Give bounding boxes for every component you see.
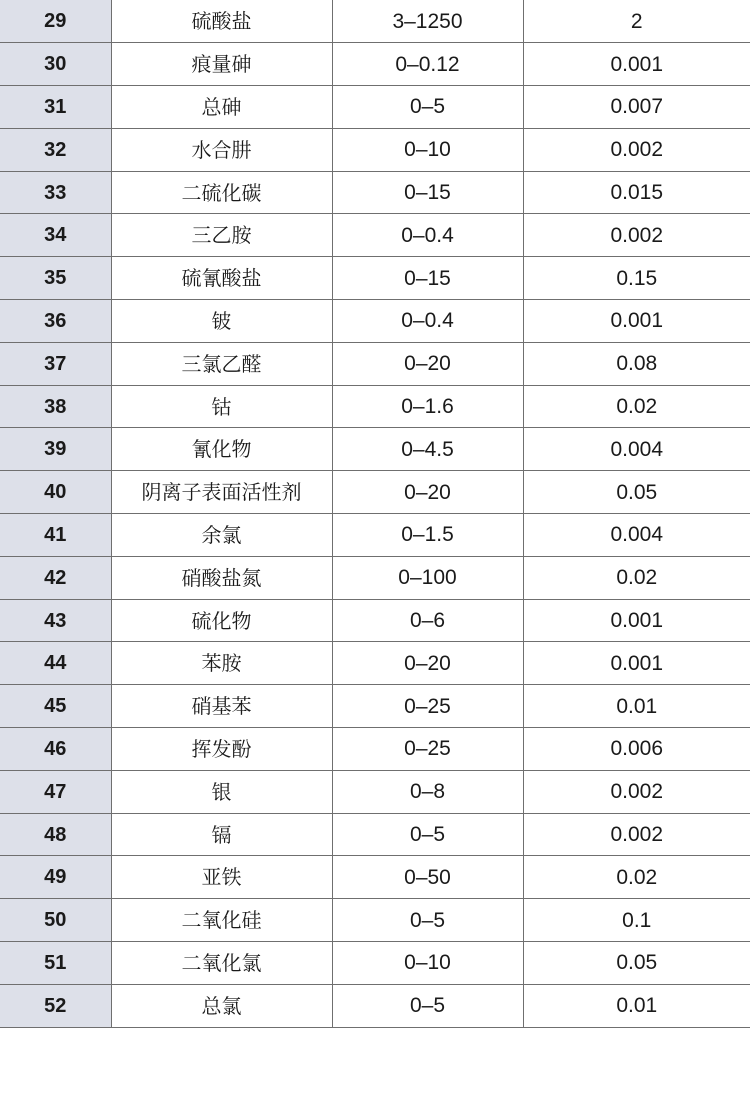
row-number-cell: 49 bbox=[0, 856, 111, 899]
measuring-range-cell: 0–10 bbox=[332, 128, 523, 171]
table-row bbox=[0, 599, 750, 642]
detection-limit-cell: 0.02 bbox=[523, 556, 750, 599]
item-name-cell: 二氧化硅 bbox=[111, 899, 332, 942]
table-row bbox=[0, 342, 750, 385]
detection-limit-cell: 0.001 bbox=[523, 599, 750, 642]
detection-limit-cell: 0.02 bbox=[523, 856, 750, 899]
table-row bbox=[0, 385, 750, 428]
table-row bbox=[0, 471, 750, 514]
detection-limit-cell: 2 bbox=[523, 0, 750, 43]
detection-limit-cell: 0.015 bbox=[523, 171, 750, 214]
measuring-range-cell: 0–6 bbox=[332, 599, 523, 642]
detection-limit-cell: 0.001 bbox=[523, 43, 750, 86]
detection-limit-cell: 0.1 bbox=[523, 899, 750, 942]
table-row bbox=[0, 214, 750, 257]
row-number-cell: 36 bbox=[0, 300, 111, 343]
row-number-cell: 34 bbox=[0, 214, 111, 257]
detection-limit-cell: 0.001 bbox=[523, 642, 750, 685]
row-number-cell: 50 bbox=[0, 899, 111, 942]
item-name-cell: 二硫化碳 bbox=[111, 171, 332, 214]
detection-limit-cell: 0.007 bbox=[523, 86, 750, 129]
row-number-cell: 39 bbox=[0, 428, 111, 471]
item-name-cell: 硫化物 bbox=[111, 599, 332, 642]
item-name-cell: 三乙胺 bbox=[111, 214, 332, 257]
detection-limit-cell: 0.08 bbox=[523, 342, 750, 385]
row-number-cell: 46 bbox=[0, 728, 111, 771]
measuring-range-cell: 0–5 bbox=[332, 86, 523, 129]
item-name-cell: 水合肼 bbox=[111, 128, 332, 171]
table-row bbox=[0, 428, 750, 471]
row-number-cell: 51 bbox=[0, 942, 111, 985]
detection-limit-cell: 0.15 bbox=[523, 257, 750, 300]
detection-limit-cell: 0.02 bbox=[523, 385, 750, 428]
item-name-cell: 总砷 bbox=[111, 86, 332, 129]
item-name-cell: 总氯 bbox=[111, 984, 332, 1027]
measuring-range-cell: 0–20 bbox=[332, 642, 523, 685]
detection-limit-cell: 0.004 bbox=[523, 428, 750, 471]
detection-limit-cell: 0.002 bbox=[523, 813, 750, 856]
row-number-cell: 47 bbox=[0, 770, 111, 813]
measuring-range-cell: 0–20 bbox=[332, 342, 523, 385]
table-row bbox=[0, 300, 750, 343]
table-row bbox=[0, 813, 750, 856]
row-number-cell: 45 bbox=[0, 685, 111, 728]
detection-limit-cell: 0.001 bbox=[523, 300, 750, 343]
table-row bbox=[0, 728, 750, 771]
row-number-cell: 52 bbox=[0, 984, 111, 1027]
item-name-cell: 硝酸盐氮 bbox=[111, 556, 332, 599]
row-number-cell: 30 bbox=[0, 43, 111, 86]
measuring-range-cell: 0–10 bbox=[332, 942, 523, 985]
table-row bbox=[0, 899, 750, 942]
row-number-cell: 35 bbox=[0, 257, 111, 300]
measuring-range-cell: 0–5 bbox=[332, 813, 523, 856]
item-name-cell: 硫氰酸盐 bbox=[111, 257, 332, 300]
detection-limit-cell: 0.01 bbox=[523, 685, 750, 728]
table-row bbox=[0, 856, 750, 899]
table-row bbox=[0, 171, 750, 214]
measuring-range-cell: 0–25 bbox=[332, 728, 523, 771]
measuring-range-cell: 0–15 bbox=[332, 257, 523, 300]
table-row bbox=[0, 514, 750, 557]
row-number-cell: 32 bbox=[0, 128, 111, 171]
row-number-cell: 31 bbox=[0, 86, 111, 129]
detection-limit-cell: 0.006 bbox=[523, 728, 750, 771]
row-number-cell: 42 bbox=[0, 556, 111, 599]
measuring-range-cell: 0–0.4 bbox=[332, 300, 523, 343]
measuring-range-cell: 0–15 bbox=[332, 171, 523, 214]
measuring-range-cell: 0–0.12 bbox=[332, 43, 523, 86]
item-name-cell: 硝基苯 bbox=[111, 685, 332, 728]
measuring-range-cell: 0–100 bbox=[332, 556, 523, 599]
item-name-cell: 余氯 bbox=[111, 514, 332, 557]
row-number-cell: 40 bbox=[0, 471, 111, 514]
measuring-range-cell: 0–1.6 bbox=[332, 385, 523, 428]
measuring-range-cell: 0–5 bbox=[332, 899, 523, 942]
item-name-cell: 镉 bbox=[111, 813, 332, 856]
table-row bbox=[0, 685, 750, 728]
item-name-cell: 三氯乙醛 bbox=[111, 342, 332, 385]
item-name-cell: 阴离子表面活性剂 bbox=[111, 471, 332, 514]
row-number-cell: 43 bbox=[0, 599, 111, 642]
detection-limit-cell: 0.002 bbox=[523, 770, 750, 813]
measuring-range-cell: 0–5 bbox=[332, 984, 523, 1027]
item-name-cell: 银 bbox=[111, 770, 332, 813]
row-number-cell: 44 bbox=[0, 642, 111, 685]
item-name-cell: 痕量砷 bbox=[111, 43, 332, 86]
item-name-cell: 铍 bbox=[111, 300, 332, 343]
detection-limit-cell: 0.05 bbox=[523, 471, 750, 514]
item-name-cell: 硫酸盐 bbox=[111, 0, 332, 43]
detection-limit-cell: 0.05 bbox=[523, 942, 750, 985]
table-row bbox=[0, 556, 750, 599]
item-name-cell: 钴 bbox=[111, 385, 332, 428]
measuring-range-cell: 0–50 bbox=[332, 856, 523, 899]
measuring-range-cell: 3–1250 bbox=[332, 0, 523, 43]
table-row bbox=[0, 257, 750, 300]
table-row bbox=[0, 128, 750, 171]
detection-limit-cell: 0.002 bbox=[523, 128, 750, 171]
row-number-cell: 33 bbox=[0, 171, 111, 214]
measuring-range-cell: 0–8 bbox=[332, 770, 523, 813]
table-row bbox=[0, 770, 750, 813]
table-row bbox=[0, 642, 750, 685]
table-row bbox=[0, 0, 750, 43]
item-name-cell: 亚铁 bbox=[111, 856, 332, 899]
measuring-range-cell: 0–1.5 bbox=[332, 514, 523, 557]
item-name-cell: 挥发酚 bbox=[111, 728, 332, 771]
row-number-cell: 29 bbox=[0, 0, 111, 43]
row-number-cell: 37 bbox=[0, 342, 111, 385]
table-row bbox=[0, 86, 750, 129]
table-row bbox=[0, 942, 750, 985]
row-number-cell: 38 bbox=[0, 385, 111, 428]
measuring-range-cell: 0–20 bbox=[332, 471, 523, 514]
table-row bbox=[0, 43, 750, 86]
detection-limit-cell: 0.002 bbox=[523, 214, 750, 257]
detection-limit-cell: 0.01 bbox=[523, 984, 750, 1027]
measuring-range-cell: 0–25 bbox=[332, 685, 523, 728]
table-row bbox=[0, 984, 750, 1027]
item-name-cell: 氰化物 bbox=[111, 428, 332, 471]
item-name-cell: 苯胺 bbox=[111, 642, 332, 685]
item-name-cell: 二氧化氯 bbox=[111, 942, 332, 985]
detection-limit-cell: 0.004 bbox=[523, 514, 750, 557]
measuring-range-cell: 0–0.4 bbox=[332, 214, 523, 257]
row-number-cell: 48 bbox=[0, 813, 111, 856]
row-number-cell: 41 bbox=[0, 514, 111, 557]
measuring-range-cell: 0–4.5 bbox=[332, 428, 523, 471]
